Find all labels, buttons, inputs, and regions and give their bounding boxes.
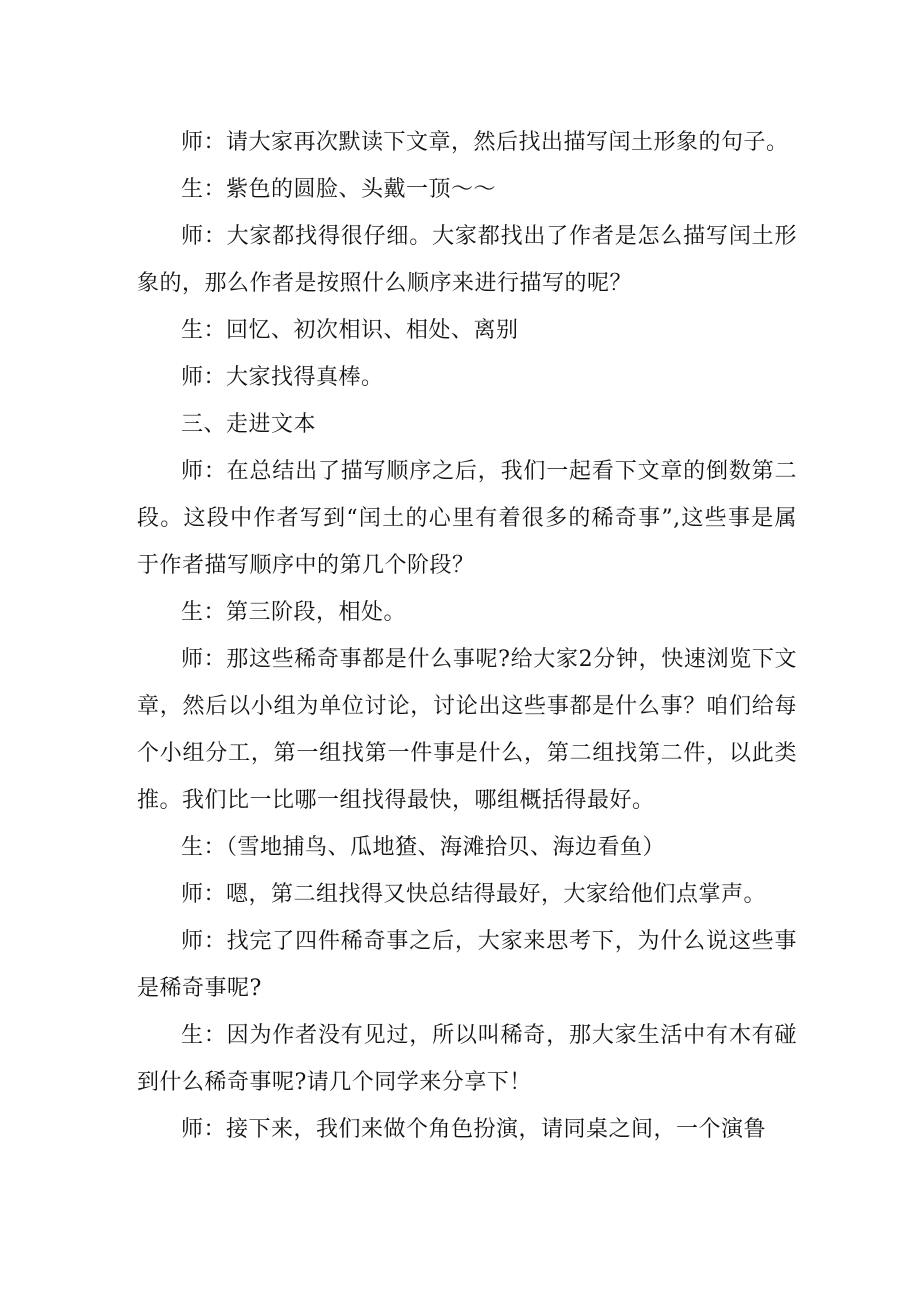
document-body [137,119,797,1153]
paragraph-teacher-group-praise: 师：嗯，第二组找得又快总结得最好，大家给他们点掌声。 [181,882,767,907]
paragraph-teacher-why-strange: 师：找完了四件稀奇事之后，大家来思考下，为什么说这些事是稀奇事呢? [137,929,797,1001]
paragraph-student-third-stage: 生：第三阶段，相处。 [181,600,407,625]
paragraph-teacher-reread: 师：请大家再次默读下文章，然后找出描写闰土形象的句子。 [181,130,789,155]
paragraph-teacher-praise: 师：大家找得真棒。 [181,365,384,390]
paragraph-teacher-second-last-section: 师：在总结出了描写顺序之后，我们一起看下文章的倒数第二段。这段中作者写到“闰土的心里有着很多的稀奇事”,这些事是属于作者描写顺序中的第几个阶段？ [137,459,797,578]
paragraph-student-order-answer: 生：回忆、初次相识、相处、离别 [181,318,519,343]
paragraph-student-never-seen: 生：因为作者没有见过，所以叫稀奇，那大家生活中有木有碰到什么稀奇事呢?请几个同学来分享下！ [137,1023,797,1095]
paragraph-teacher-description-order: 师：大家都找得很仔细。大家都找出了作者是怎么描写闰土形象的，那么作者是按照什么顺序来进行描写的呢？ [137,224,797,296]
paragraph-teacher-group-task: 师：那这些稀奇事都是什么事呢?给大家2分钟，快速浏览下文章，然后以小组为单位讨论，讨论出这些事都是什么事？咱们给每个小组分工，第一组找第一件事是什么，第二组找第二件，以此类推。我们比一比哪一组找得最快，哪组概括得最好。 [137,647,797,813]
paragraph-student-purple-face: 生：紫色的圆脸、头戴一顶～～ [181,177,497,202]
paragraph-teacher-role-play: 师：接下来，我们来做个角色扮演，请同桌之间，一个演鲁 [181,1117,767,1142]
paragraph-student-four-events: 生：（雪地捕鸟、瓜地猹、海滩拾贝、海边看鱼） [181,835,666,860]
section-heading-enter-text: 三、走进文本 [181,412,317,437]
